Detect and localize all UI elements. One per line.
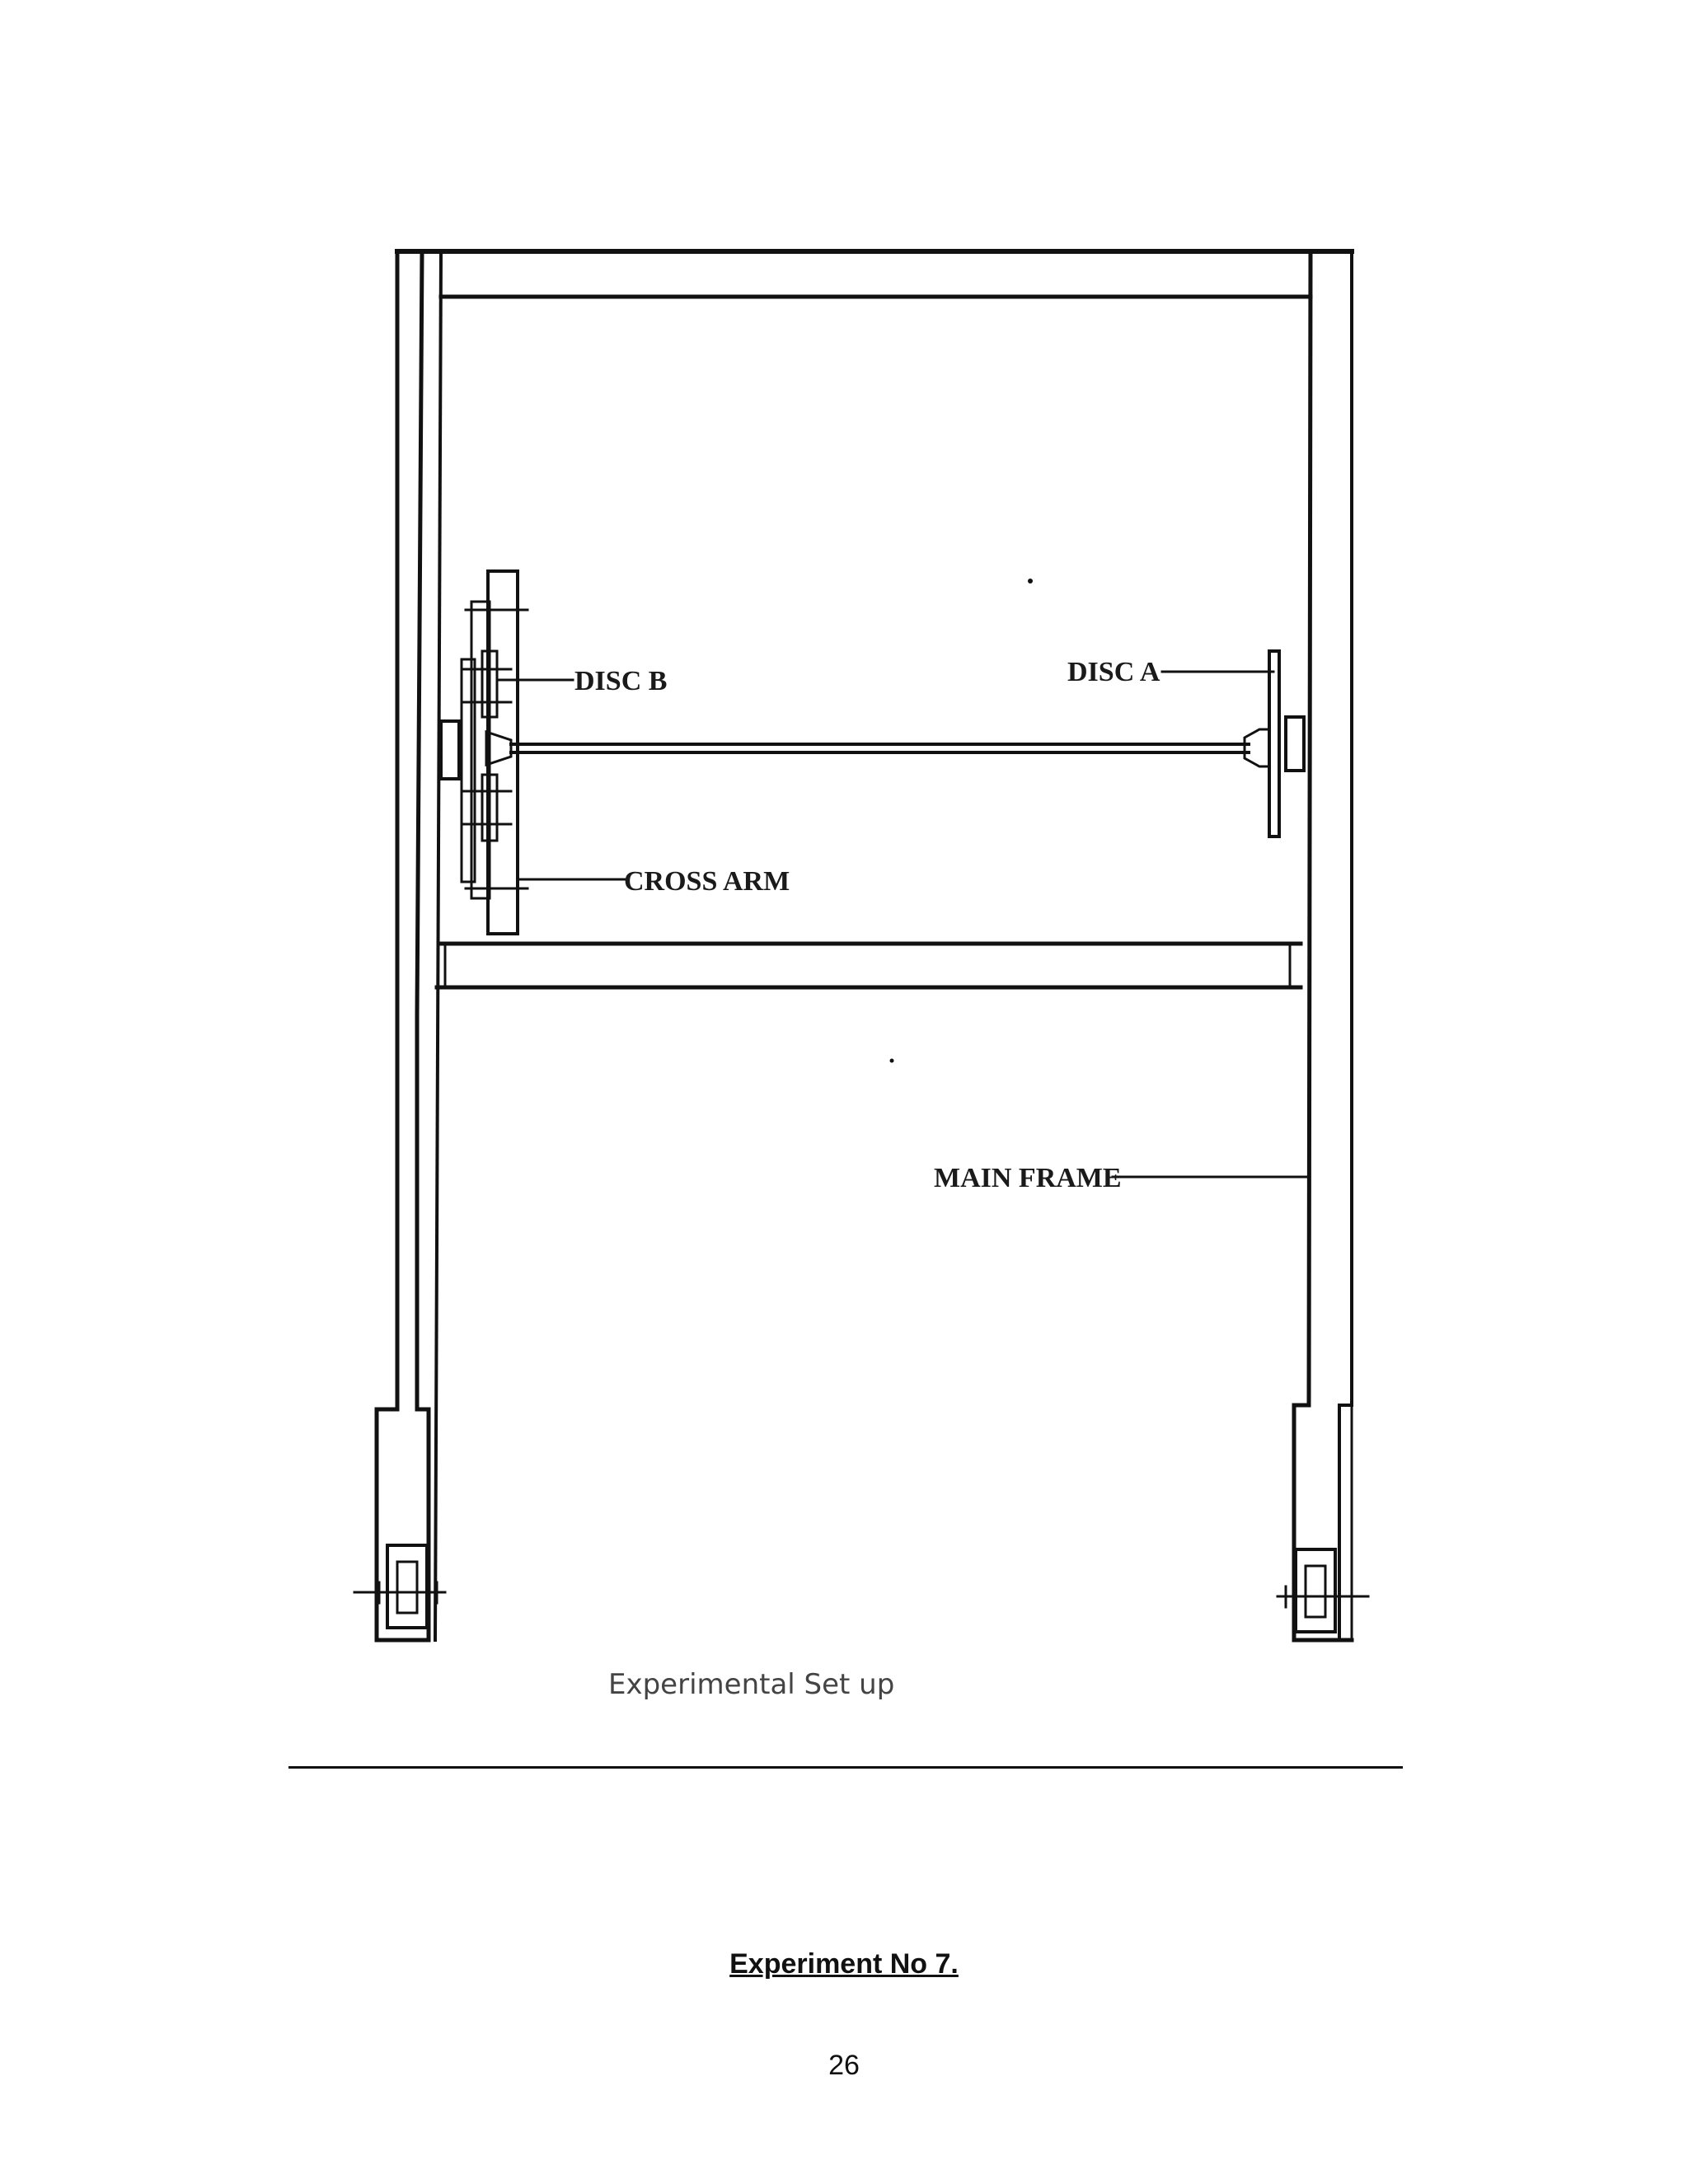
cross-arm-label: CROSS ARM: [624, 866, 790, 897]
figure-caption: Experimental Set up: [608, 1668, 895, 1701]
disc-b-label: DISC B: [574, 666, 668, 696]
experiment-heading: Experiment No 7.: [729, 1948, 959, 1980]
disc-a-label: DISC A: [1067, 657, 1160, 687]
page-number: 26: [828, 2050, 860, 2081]
main-frame-label: MAIN FRAME: [934, 1163, 1122, 1193]
disc-a: [1245, 651, 1304, 837]
horizontal-divider: [288, 1766, 1403, 1769]
main-frame: [354, 251, 1368, 1640]
